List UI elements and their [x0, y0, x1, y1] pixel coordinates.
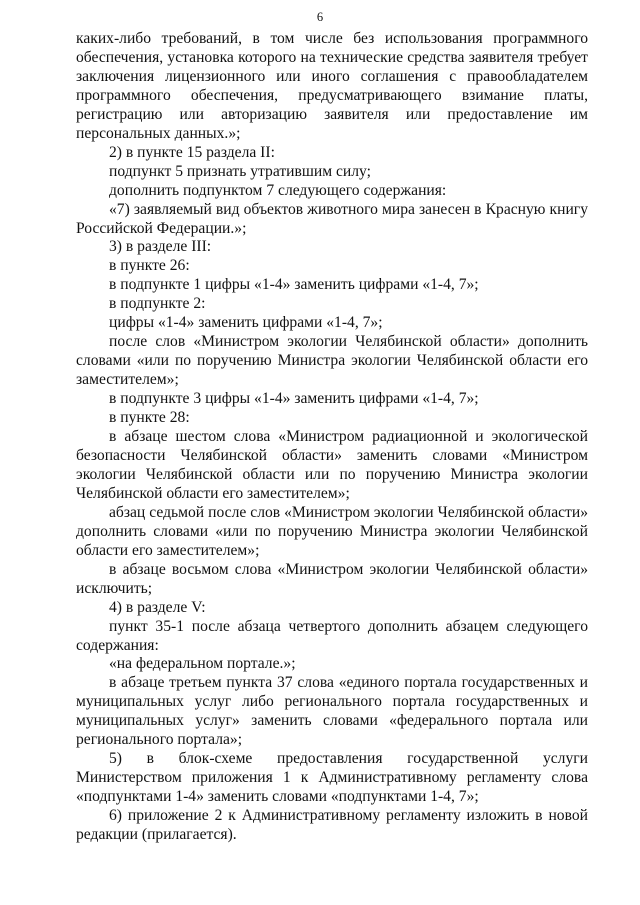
- paragraph: в пункте 26:: [109, 257, 190, 275]
- paragraph: в абзаце шестом слова «Министром радиационной и экологической безопасности Челябинской области» заменить словами «Министром экологии Челябинской области или по поручению Министра экологии Челябинской области его заместителем»;: [76, 428, 588, 502]
- paragraph: в подпункте 1 цифры «1-4» заменить цифрами «1-4, 7»;: [109, 276, 479, 294]
- paragraph: в абзаце третьем пункта 37 слова «единого портала государственных и муниципальных услуг либо регионального портала государственных и муниципальных услуг» заменить словами «федерального портала или регионального портала»;: [76, 674, 588, 749]
- paragraph: в подпункте 2:: [109, 295, 206, 313]
- paragraph: 3) в разделе III:: [109, 238, 212, 256]
- page-number: 6: [316, 10, 324, 24]
- paragraph: цифры «1-4» заменить цифрами «1-4, 7»;: [109, 314, 383, 332]
- paragraph: в абзаце восьмом слова «Министром экологии Челябинской области» исключить;: [76, 560, 588, 597]
- paragraph: в пункте 28:: [109, 409, 190, 427]
- paragraph: «на федеральном портале.»;: [109, 655, 296, 673]
- paragraph: абзац седьмой после слов «Министром экологии Челябинской области» дополнить словами «или по поручению Министра экологии Челябинской области его заместителем»;: [76, 503, 588, 559]
- paragraph: 6) приложение 2 к Административному регламенту изложить в новой редакции (прилагается).: [76, 807, 588, 844]
- paragraph: подпункт 5 признать утратившим силу;: [109, 162, 371, 180]
- paragraph: пункт 35-1 после абзаца четвертого дополнить абзацем следующего содержания:: [76, 617, 588, 654]
- paragraph-continuation: каких-либо требований, в том числе без использования программного обеспечения, установка которого на технические средства заявителя требует заключения лицензионного или иного соглашения с правообладателем программного обеспечения, предусматривающего взимание платы, регистрацию или авторизацию заявителя или предоставление им персональных данных.»;: [76, 30, 588, 142]
- document-body: [76, 30, 588, 845]
- paragraph: 2) в пункте 15 раздела II:: [109, 143, 275, 161]
- paragraph: после слов «Министром экологии Челябинской области» дополнить словами «или по поручению Министра экологии Челябинской области его заместителем»;: [76, 333, 588, 389]
- paragraph: в подпункте 3 цифры «1-4» заменить цифрами «1-4, 7»;: [109, 390, 479, 408]
- paragraph: «7) заявляемый вид объектов животного мира занесен в Красную книгу Российской Федерации.»;: [76, 200, 588, 237]
- paragraph: 5) в блок-схеме предоставления государственной услуги Министерством приложения 1 к Административному регламенту слова «подпунктами 1-4» заменить словами «подпунктами 1-4, 7»;: [76, 750, 588, 806]
- paragraph: 4) в разделе V:: [109, 598, 206, 616]
- paragraph: дополнить подпунктом 7 следующего содержания:: [109, 181, 447, 199]
